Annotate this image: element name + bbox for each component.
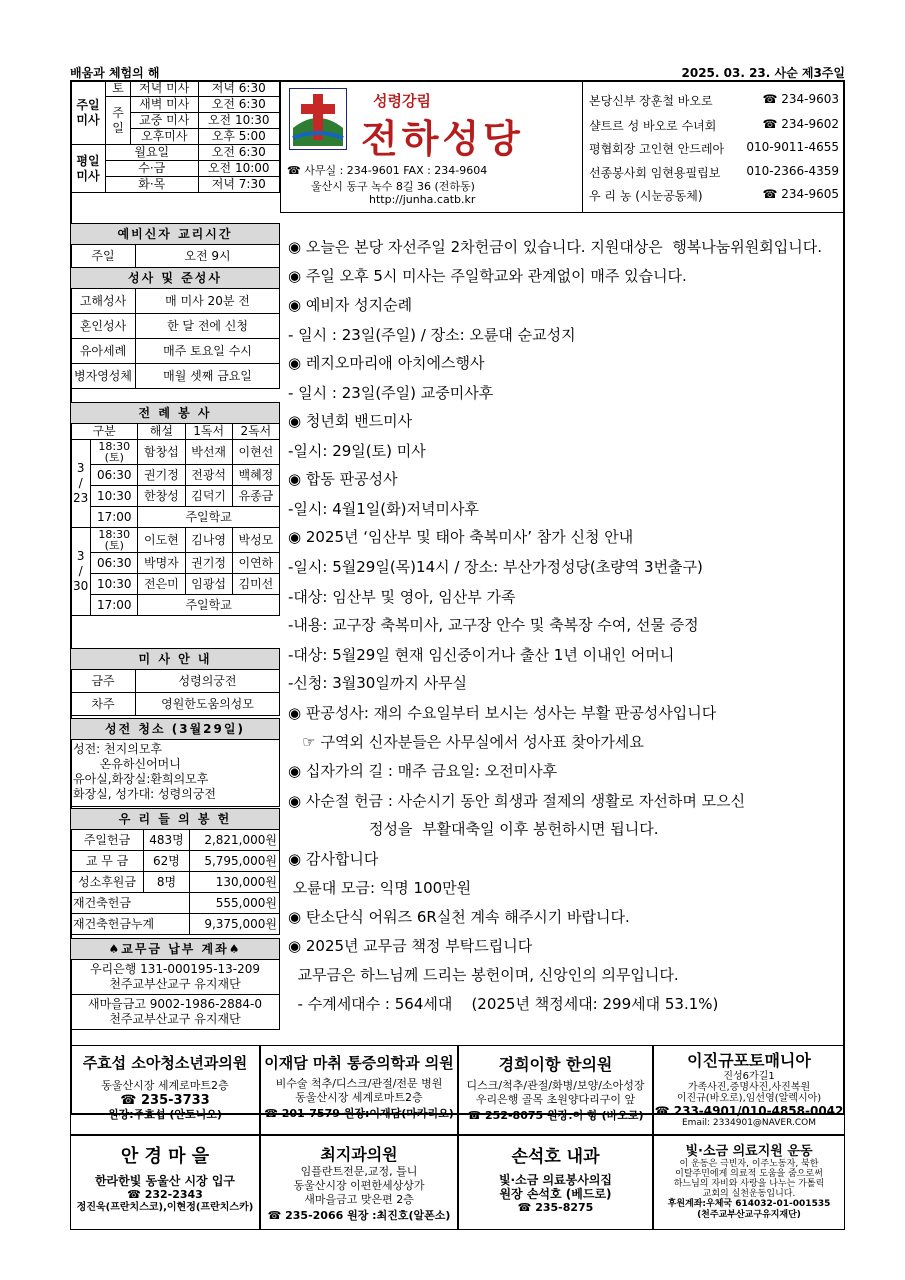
ad-line: 진성6가길1: [723, 1071, 775, 1082]
reader-2: 이현선: [232, 440, 279, 465]
notice-line: ◉ 예비자 성지순례: [288, 296, 413, 314]
reader-2: 백혜정: [232, 465, 279, 486]
building-fund-amount: 555,000원: [189, 893, 279, 914]
notice-line: -일시: 4월1일(화)저녁미사후: [288, 500, 479, 518]
ad-line: 교회의 실천운동입니다.: [702, 1189, 796, 1199]
contact-label: 본당신부 장훈철 바오로: [589, 94, 713, 108]
offering-name: 주일헌금: [71, 830, 144, 851]
notice-line: ☞ 구역외 신자분들은 사무실에서 성사표 찾아가세요: [288, 733, 644, 751]
ad-item: [458, 1135, 653, 1230]
mass-time: 오전 10:30: [198, 113, 279, 129]
reader-1: 김나영: [185, 528, 232, 553]
contact-phone: ☎ 234-9605: [762, 187, 839, 201]
notice-line: - 일시 : 23일(주일) 교중미사후: [288, 384, 494, 402]
building-total-amount: 9,375,000원: [189, 914, 279, 935]
offerings-table: [70, 808, 280, 935]
ad-extra: 원장:주효섭 (안토니오): [108, 1108, 222, 1121]
ad-phone: ☎ 201-7579 원장:이재담(마카리오): [264, 1107, 454, 1120]
col-header: 해설: [138, 424, 185, 440]
ad-line: 비수술 척추/디스크/관절/전문 병원: [275, 1077, 443, 1090]
reader-2: 유종금: [232, 486, 279, 507]
offering-amount: 5,795,000원: [189, 851, 279, 872]
ad-email: Email: 2334901@NAVER.COM: [681, 1118, 817, 1128]
catechumen-table: [70, 223, 280, 389]
ad-phone: ☎ 232-2343: [127, 1188, 203, 1201]
sacrament-name: 고해성사: [71, 289, 136, 314]
section-title: 미 사 안 내: [71, 649, 280, 670]
ad-line: 디스크/척추/관절/화병/보양/소아성장: [466, 1079, 645, 1092]
sacrament-time: 한 달 전에 신청: [136, 314, 280, 339]
notice-line: ◉ 2025년 ‘임산부 및 태아 축복미사’ 참가 신청 안내: [288, 528, 634, 546]
cleaning-line: 온유하신어머니: [73, 757, 181, 771]
mass-time: 오전 6:30: [198, 145, 279, 161]
mass-time: 오전 10:00: [198, 161, 279, 177]
building-total-label: 재건축헌금누계: [71, 914, 190, 935]
guide-group: 영원한도움의성모: [136, 693, 280, 716]
mass-name: 저녁 미사: [131, 81, 199, 97]
week-date: 3 / 23: [71, 440, 91, 528]
contact-phone: ☎ 234-9603: [762, 92, 839, 106]
catechumen-time: 오전 9시: [136, 245, 280, 268]
catechumen-day: 주일: [71, 245, 136, 268]
sacrament-name: 병자영성체: [71, 364, 136, 389]
ad-line: 동울산시장 세계로마트2층: [101, 1079, 229, 1092]
mass-name: 오후미사: [131, 129, 199, 145]
notice-line: ◉ 청년회 밴드미사: [288, 412, 413, 430]
ad-title: 주효섭 소아청소년과의원: [82, 1054, 248, 1072]
reader-1: 김덕기: [185, 486, 232, 507]
col-header: 1독서: [185, 424, 232, 440]
ad-phone: ☎ 233-4901/010-4858-0042: [654, 1104, 844, 1118]
sunday-mass-label: 주일 미사: [71, 81, 106, 145]
notice-line: ◉ 탄소단식 어워즈 6R실천 계속 해주시기 바랍니다.: [288, 908, 630, 926]
weekday-mass-label: 평일 미사: [71, 145, 106, 193]
reader-1: 임광섭: [185, 574, 232, 595]
service-time: 06:30: [91, 553, 138, 574]
contacts-box: [582, 80, 845, 213]
ad-title: 빛·소금 의료지원 운동: [685, 1144, 813, 1159]
commentator: 함창섭: [138, 440, 185, 465]
ad-item: [70, 1135, 260, 1230]
ad-item: [260, 1045, 458, 1135]
cleaning-line: 화장실, 성가대: 성령의궁전: [73, 787, 216, 801]
ad-line: 임플란트전문,교정, 틀니: [300, 1165, 418, 1178]
sacrament-time: 매 미사 20분 전: [136, 289, 280, 314]
page-header: [70, 64, 845, 80]
ad-line: 이 운동은 극빈자, 이주노동자, 북한: [679, 1159, 819, 1169]
account-holder: 천주교부산교구 유지재단: [109, 977, 241, 991]
sunday-school: 주일학교: [138, 507, 280, 528]
notice-line: ◉ 감사합니다: [288, 850, 379, 868]
ad-line: 원장 손석호 (베드로): [499, 1187, 612, 1201]
ad-line: 빛·소금 의료봉사의집: [498, 1173, 613, 1187]
notice-line: -신청: 3월30일까지 사무실: [288, 674, 468, 692]
contact-phone: 010-9011-4655: [746, 140, 839, 154]
notice-line: ◉ 판공성사: 재의 수요일부터 보시는 성사는 부활 판공성사입니다: [288, 704, 717, 722]
notice-line: -대상: 5월29일 현재 임신중이거나 출산 1년 이내인 어머니: [288, 646, 675, 664]
ad-item: [653, 1045, 845, 1135]
mass-time: 오후 5:00: [198, 129, 279, 145]
sacrament-time: 매주 토요일 수시: [136, 339, 280, 364]
notice-line: - 수계세대수 : 564세대 (2025년 책정세대: 299세대 53.1%): [288, 995, 719, 1013]
service-time: 18:30 (토): [91, 440, 138, 465]
account-table: [70, 938, 280, 1030]
section-title: 전 례 봉 사: [71, 403, 280, 424]
ad-line: 동울산시장 이편한세상상가: [293, 1179, 425, 1192]
reader-1: 권기정: [185, 553, 232, 574]
mass-guide-table: [70, 648, 280, 716]
notice-line: ◉ 사순절 헌금 : 사순시기 동안 희생과 절제의 생활로 자선하며 모으신: [288, 792, 746, 810]
ad-line: 이탈주민에게 의료적 도움을 줌으로써: [675, 1169, 823, 1179]
commentator: 권기정: [138, 465, 185, 486]
contact-phone: ☎ 234-9602: [762, 117, 839, 131]
ad-line: 이진규(바오로),임선영(알렉시아): [676, 1093, 822, 1104]
ad-phone: ☎ 235-2066 원장 :최진호(알폰소): [267, 1209, 451, 1222]
service-time: 17:00: [91, 507, 138, 528]
ad-item: [653, 1135, 845, 1230]
offering-count: 8명: [144, 872, 190, 893]
date-liturgical: 2025. 03. 23. 사순 제3주일: [681, 66, 845, 80]
ad-account: 후원계좌:우체국 614032-01-001535: [667, 1199, 831, 1209]
ad-line: 가족사진,증명사진,사진복원: [687, 1082, 811, 1093]
weekday: 월요일: [106, 145, 199, 161]
contact-phone: 010-2366-4359: [746, 164, 839, 178]
ad-item: [458, 1045, 653, 1135]
contact-label: 우 리 농 (시눈공동체): [589, 189, 703, 203]
church-logo-icon: [289, 88, 347, 150]
cleaning-table: [70, 718, 280, 807]
ad-title: 안 경 마 을: [120, 1146, 210, 1167]
ad-line: 우리은행 골목 초원양다리구이 앞: [475, 1093, 636, 1106]
church-info: [280, 80, 582, 213]
ad-title: 이진규포토매니아: [687, 1051, 811, 1070]
mass-name: 교중 미사: [131, 113, 199, 129]
ad-title: 이재담 마취 통증의학과 의원: [264, 1054, 454, 1072]
contact-label: 평협회장 고인현 안드레아: [589, 142, 725, 156]
guide-group: 성령의궁전: [136, 670, 280, 693]
weekday: 수·금: [106, 161, 199, 177]
offering-count: 62명: [144, 851, 190, 872]
ads-area: [70, 1045, 845, 1230]
service-time: 17:00: [91, 595, 138, 616]
church-address: 울산시 동구 녹수 8길 36 (전하동): [311, 180, 475, 193]
notice-line: -대상: 임산부 및 영아, 임산부 가족: [288, 588, 516, 606]
ad-title: 최지과의원: [320, 1145, 398, 1164]
ad-item: [70, 1045, 260, 1135]
commentator: 한창성: [138, 486, 185, 507]
service-time: 10:30: [91, 486, 138, 507]
offering-count: 483명: [144, 830, 190, 851]
week-date: 3 / 30: [71, 528, 91, 616]
notice-line: ◉ 2025년 교무금 책정 부탁드립니다: [288, 937, 533, 955]
year-theme: 배움과 체험의 해: [70, 66, 160, 80]
cleaning-line: 유아실,화장실:환희의모후: [73, 772, 209, 786]
notice-line: 정성을 부활대축일 이후 봉헌하시면 됩니다.: [288, 820, 659, 838]
ad-line: 새마을금고 맞은편 2층: [304, 1193, 414, 1206]
notice-line: 교무금은 하느님께 드리는 봉헌이며, 신앙인의 의무입니다.: [288, 966, 679, 984]
liturgy-table: [70, 402, 280, 616]
section-title: ♠교무금 납부 계좌♠: [71, 939, 280, 960]
guide-week: 차주: [71, 693, 136, 716]
reader-2: 박성모: [232, 528, 279, 553]
sacrament-name: 유아세례: [71, 339, 136, 364]
mass-time: 저녁 6:30: [198, 81, 279, 97]
office-phone: ☎ 사무실 : 234-9601 FAX : 234-9604: [287, 164, 488, 177]
ad-line: 하느님의 자비와 사랑을 나누는 가톨릭: [673, 1179, 825, 1189]
ad-line: 동울산시장 세계로마트2층: [295, 1091, 423, 1104]
ad-title: 경희이항 한의원: [498, 1055, 613, 1074]
service-time: 10:30: [91, 574, 138, 595]
mass-name: 새벽 미사: [131, 97, 199, 113]
sat-label: 토: [106, 81, 131, 97]
ad-line: 한라한빛 동울산 시장 입구: [94, 1174, 236, 1188]
ad-phone: ☎ 235-8275: [517, 1201, 594, 1214]
notice-line: -내용: 교구장 축복미사, 교구장 안수 및 축복장 수여, 선물 증정: [288, 616, 699, 634]
service-time: 06:30: [91, 465, 138, 486]
mass-time: 저녁 7:30: [198, 177, 279, 193]
commentator: 박명자: [138, 553, 185, 574]
notice-line: ◉ 십자가의 길 : 매주 금요일: 오전미사후: [288, 762, 558, 780]
notice-line: -일시: 29일(토) 미사: [288, 442, 426, 460]
notice-line: - 일시 : 23일(주일) / 장소: 오륜대 순교성지: [288, 326, 576, 344]
account-number: 새마을금고 9002-1986-2884-0: [87, 997, 263, 1011]
notice-line: 오륜대 모금: 익명 100만원: [288, 879, 472, 897]
sacrament-time: 매월 셋째 금요일: [136, 364, 280, 389]
mass-times-table: [70, 80, 280, 193]
church-url[interactable]: http://junha.catb.kr: [369, 193, 476, 206]
sunday-school: 주일학교: [138, 595, 280, 616]
reader-2: 이연하: [232, 553, 279, 574]
account-number: 우리은행 131-000195-13-209: [89, 962, 261, 976]
guide-week: 금주: [71, 670, 136, 693]
contact-label: 샬트르 성 바오로 수녀회: [589, 119, 717, 133]
reader-1: 박선재: [185, 440, 232, 465]
section-title: 우 리 들 의 봉 헌: [71, 809, 280, 830]
church-subtitle: 성령강림: [373, 92, 431, 110]
ad-account-holder: (천주교부산교구유지재단): [697, 1210, 801, 1220]
offering-amount: 130,000원: [189, 872, 279, 893]
service-time: 18:30 (토): [91, 528, 138, 553]
building-fund-label: 재건축헌금: [71, 893, 190, 914]
col-header: 2독서: [232, 424, 279, 440]
section-title: 예비신자 교리시간: [71, 224, 280, 245]
notice-line: ◉ 레지오마리애 아치에스행사: [288, 354, 485, 372]
commentator: 이도현: [138, 528, 185, 553]
ad-title: 손석호 내과: [511, 1147, 600, 1167]
sunday-sub-label: 주 일: [106, 97, 131, 145]
notice-line: -일시: 5월29일(목)14시 / 장소: 부산가정성당(초량역 3번출구): [288, 558, 703, 576]
offering-name: 성소후원금: [71, 872, 144, 893]
commentator: 전은미: [138, 574, 185, 595]
reader-1: 전광석: [185, 465, 232, 486]
account-holder: 천주교부산교구 유지재단: [109, 1012, 241, 1026]
notice-line: ◉ 주일 오후 5시 미사는 주일학교와 관계없이 매주 있습니다.: [288, 267, 687, 285]
contact-label: 선종봉사회 임현용필립보: [589, 166, 721, 180]
sacrament-name: 혼인성사: [71, 314, 136, 339]
church-name: 전하성당: [361, 117, 524, 161]
ad-phone: ☎ 252-8075 원장:이 항 (바오로): [467, 1109, 644, 1122]
notice-line: ◉ 오늘은 본당 자선주일 2차헌금이 있습니다. 지원대상은 행복나눔위원회입니다.: [288, 238, 822, 256]
reader-2: 김미선: [232, 574, 279, 595]
offering-amount: 2,821,000원: [189, 830, 279, 851]
cleaning-line: 성전: 천지의모후: [73, 742, 163, 756]
ad-phone: ☎ 235-3733: [120, 1093, 210, 1108]
offering-name: 교 무 금: [71, 851, 144, 872]
ad-item: [260, 1135, 458, 1230]
section-title: 성전 청소 (3월29일): [71, 719, 280, 740]
notice-line: ◉ 합동 판공성사: [288, 470, 398, 488]
section-title: 성사 및 준성사: [71, 268, 280, 289]
ad-extra: 정진욱(프란치스코),이현정(프란치스카): [76, 1202, 254, 1213]
col-header: 구분: [71, 424, 138, 440]
weekday: 화·목: [106, 177, 199, 193]
mass-time: 오전 6:30: [198, 97, 279, 113]
